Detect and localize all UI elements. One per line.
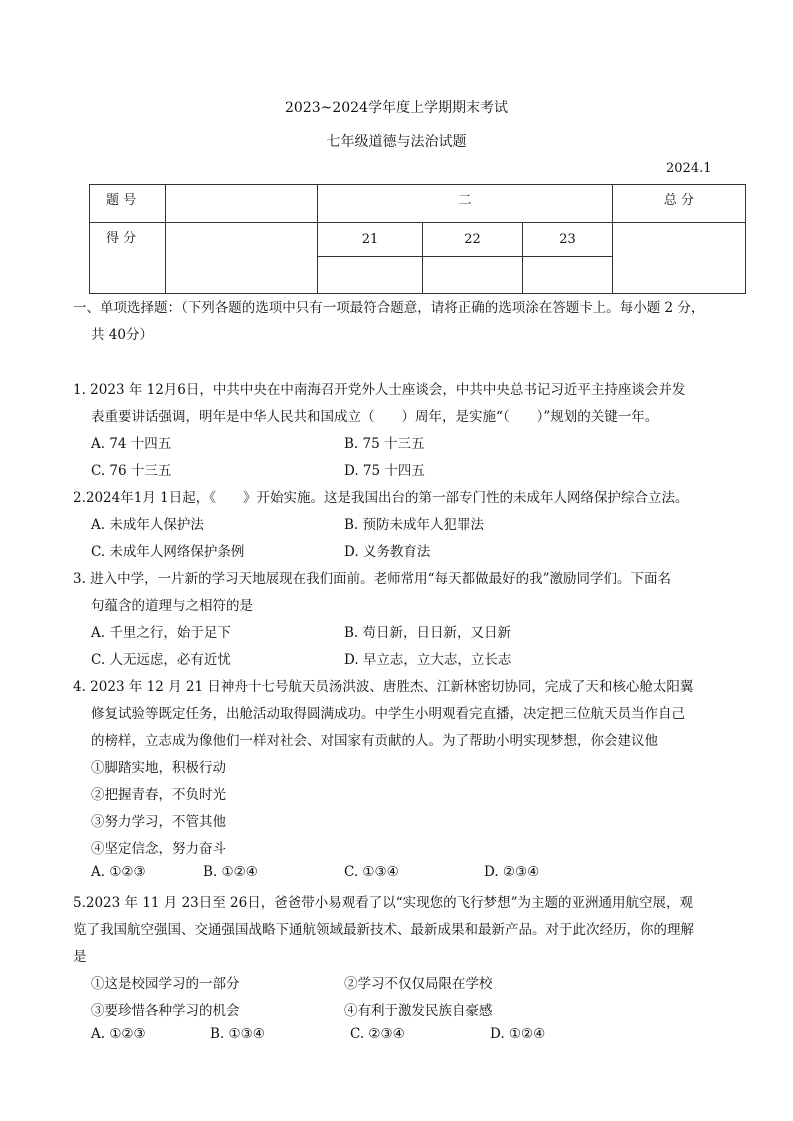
q5-statement-2: ②学习不仅仅局限在学校: [344, 976, 493, 992]
section-one-heading: 一、单项选择题：（下列各题的选项中只有一项最符合题意，请将正确的选项涂在答题卡上。每小题 2 分，: [73, 300, 705, 316]
q1-stem-cont: 表重要讲话强调，明年是中华人民共和国成立（ ）周年，是实施“（ ）”规划的关键一年。: [91, 409, 659, 425]
q1-stem: 1. 2023 年 12月6日，中共中央在中南海召开党外人士座谈会，中共中央总书记习近平主持座谈会并发: [73, 382, 686, 398]
q4-stem-cont: 修复试验等既定任务，出舱活动取得圆满成功。中学生小明观看完直播，决定把三位航天员当作自己: [91, 706, 685, 722]
q2-option-b[interactable]: B. 预防未成年人犯罪法: [344, 517, 485, 533]
score-label: 得 分: [90, 223, 166, 294]
section-one-score-cell[interactable]: [166, 223, 318, 294]
q5-stem-cont2: 是: [73, 949, 87, 965]
total-score-label: 总 分: [613, 185, 746, 223]
q5-option-c[interactable]: C. ②③④: [350, 1026, 405, 1042]
exam-title: 2023~2024学年度上学期期末考试: [285, 100, 508, 116]
q4-statement-2: ②把握青春，不负时光: [91, 787, 226, 803]
section-two-header: 二: [318, 185, 613, 223]
question-number-label: 题 号: [90, 185, 166, 223]
q3-option-b[interactable]: B. 苟日新，日日新，又日新: [344, 625, 512, 641]
q2-option-a[interactable]: A. 未成年人保护法: [91, 517, 204, 533]
q4-statement-1: ①脚踏实地，积极行动: [91, 760, 226, 776]
q4-option-c[interactable]: C. ①③④: [344, 864, 399, 880]
q5-statement-4: ④有利于激发民族自豪感: [344, 1003, 493, 1019]
q3-option-a[interactable]: A. 千里之行，始于足下: [91, 625, 231, 641]
q2-option-c[interactable]: C. 未成年人网络保护条例: [91, 544, 245, 560]
section-one-number-cell: [166, 185, 318, 223]
exam-date: 2024.1: [666, 161, 712, 176]
q4-option-a[interactable]: A. ①②③: [91, 864, 146, 880]
q5-stem: 5.2023 年 11 月 23日至 26日，爸爸带小易观看了以“实现您的飞行梦想”为主题的亚洲通用航空展，观: [73, 895, 694, 911]
q5-statement-3: ③要珍惜各种学习的机会: [91, 1003, 240, 1019]
q4-stem: 4. 2023 年 12 月 21 日神舟十七号航天员汤洪波、唐胜杰、江新林密切协同，完成了天和核心舱太阳翼: [73, 679, 694, 695]
q1-option-b[interactable]: B. 75 十三五: [344, 436, 425, 452]
q1-option-c[interactable]: C. 76 十三五: [91, 463, 172, 479]
q5-stem-cont: 览了我国航空强国、交通强国战略下通航领域最新技术、最新成果和最新产品。对于此次经历，你的理解: [73, 922, 694, 938]
q5-option-b[interactable]: B. ①③④: [210, 1026, 265, 1042]
q3-option-d[interactable]: D. 早立志，立大志，立长志: [344, 652, 512, 668]
question-22-header: 22: [423, 223, 523, 256]
question-21-score-cell[interactable]: [318, 256, 423, 293]
question-23-header: 23: [523, 223, 613, 256]
total-score-cell[interactable]: [613, 223, 746, 294]
question-21-header: 21: [318, 223, 423, 256]
question-22-score-cell[interactable]: [423, 256, 523, 293]
q4-option-b[interactable]: B. ①②④: [203, 864, 258, 880]
q4-stem-cont2: 的榜样，立志成为像他们一样对社会、对国家有贡献的人。为了帮助小明实现梦想，你会建议他: [91, 733, 658, 749]
q5-option-a[interactable]: A. ①②③: [91, 1026, 146, 1042]
q2-option-d[interactable]: D. 义务教育法: [344, 544, 431, 560]
exam-subtitle: 七年级道德与法治试题: [326, 134, 467, 150]
q2-stem: 2.2024年1月 1日起，《 》开始实施。这是我国出台的第一部专门性的未成年人网络保护综合立法。: [73, 490, 689, 506]
score-table: [89, 184, 746, 294]
q5-statement-1: ①这是校园学习的一部分: [91, 976, 240, 992]
q4-statement-3: ③努力学习，不管其他: [91, 814, 226, 830]
section-one-heading-cont: 共 40分）: [91, 327, 153, 343]
q3-option-c[interactable]: C. 人无远虑，必有近忧: [91, 652, 231, 668]
q3-stem-cont: 句蕴含的道理与之相符的是: [91, 598, 253, 614]
q4-statement-4: ④坚定信念，努力奋斗: [91, 841, 226, 857]
q1-option-a[interactable]: A. 74 十四五: [91, 436, 172, 452]
q5-option-d[interactable]: D. ①②④: [490, 1026, 546, 1042]
q1-option-d[interactable]: D. 75 十四五: [344, 463, 425, 479]
q4-option-d[interactable]: D. ②③④: [484, 864, 540, 880]
q3-stem: 3. 进入中学，一片新的学习天地展现在我们面前。老师常用“每天都做最好的我”激励同学们。下面名: [73, 571, 671, 587]
question-23-score-cell[interactable]: [523, 256, 613, 293]
